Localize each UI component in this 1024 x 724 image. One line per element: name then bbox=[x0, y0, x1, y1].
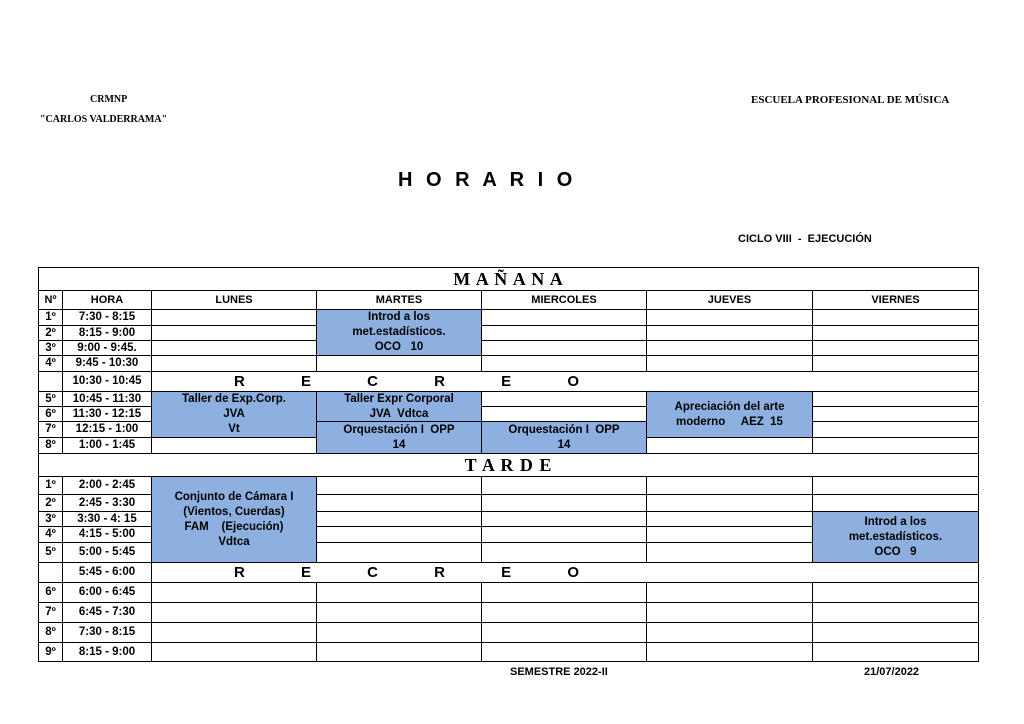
semester-label: SEMESTRE 2022-II bbox=[510, 666, 608, 678]
course-jueves-apreciacion-line: Apreciación del arte bbox=[674, 400, 785, 413]
empty-slot-miercoles bbox=[481, 542, 647, 563]
course-miercoles-orquestacion-line: 14 bbox=[557, 438, 571, 451]
period-number: 7º bbox=[38, 602, 63, 623]
empty-slot-jueves bbox=[646, 582, 813, 603]
course-jueves-apreciacion-line: moderno AEZ 15 bbox=[676, 415, 783, 428]
section-morning: M A Ñ A N A bbox=[38, 267, 979, 291]
empty-slot-miercoles bbox=[481, 511, 647, 527]
empty-slot-miercoles bbox=[481, 642, 647, 662]
period-time: 2:00 - 2:45 bbox=[62, 476, 152, 495]
empty-slot-jueves bbox=[646, 309, 813, 326]
course-viernes-intro bbox=[812, 511, 979, 563]
course-martes-intro-line: OCO 10 bbox=[374, 341, 424, 353]
period-number: 8º bbox=[38, 622, 63, 643]
period-number: 5º bbox=[38, 542, 63, 563]
empty-slot-jueves bbox=[646, 494, 813, 512]
empty-slot-jueves bbox=[646, 476, 813, 495]
empty-slot-lunes bbox=[151, 340, 317, 356]
period-number: 6º bbox=[38, 582, 63, 603]
empty-slot-martes bbox=[316, 602, 482, 623]
course-lunes-conjunto-line: Vdtca bbox=[218, 535, 250, 548]
empty-slot-viernes bbox=[812, 622, 979, 643]
course-martes-intro-line: Introd a los bbox=[368, 311, 430, 323]
period-time: 5:00 - 5:45 bbox=[62, 542, 152, 563]
course-martes-taller-line: Taller Expr Corporal bbox=[344, 392, 454, 405]
column-header: VIERNES bbox=[812, 290, 979, 310]
empty-slot-miercoles bbox=[481, 355, 647, 372]
course-lunes-conjunto-line: (Vientos, Cuerdas) bbox=[183, 505, 285, 518]
empty-slot-miercoles bbox=[481, 309, 647, 326]
cycle-label: CICLO VIII - EJECUCIÓN bbox=[738, 233, 872, 245]
empty-slot-miercoles bbox=[481, 391, 647, 407]
period-number: 4º bbox=[38, 526, 63, 543]
course-martes-intro-line: met.estadísticos. bbox=[352, 326, 446, 338]
period-number: 8º bbox=[38, 437, 63, 454]
recreo-band: R E C R E O bbox=[151, 562, 979, 583]
section-afternoon: T A R D E bbox=[38, 453, 979, 477]
empty-slot-martes bbox=[316, 582, 482, 603]
empty-slot-viernes bbox=[812, 309, 979, 326]
period-time: 7:30 - 8:15 bbox=[62, 622, 152, 643]
empty-slot-jueves bbox=[646, 622, 813, 643]
course-viernes-intro-line: Introd a los bbox=[864, 515, 927, 528]
course-lunes-conjunto-line: Conjunto de Cámara I bbox=[174, 490, 294, 503]
period-time: 2:45 - 3:30 bbox=[62, 494, 152, 512]
date-label: 21/07/2022 bbox=[864, 666, 920, 678]
period-time: 6:00 - 6:45 bbox=[62, 582, 152, 603]
period-number: 3º bbox=[38, 511, 63, 527]
school-name: ESCUELA PROFESIONAL DE MÚSICA bbox=[751, 94, 950, 106]
empty-slot-miercoles bbox=[481, 476, 647, 495]
empty-slot-jueves bbox=[646, 642, 813, 662]
empty-slot-viernes bbox=[812, 406, 979, 422]
empty-slot-martes bbox=[316, 511, 482, 527]
period-time: 10:45 - 11:30 bbox=[62, 391, 152, 407]
course-martes-orquestacion-line: 14 bbox=[392, 438, 406, 451]
empty-slot-viernes bbox=[812, 340, 979, 356]
empty-slot-viernes bbox=[812, 391, 979, 407]
period-number: 2º bbox=[38, 494, 63, 512]
empty-slot-viernes bbox=[812, 602, 979, 623]
course-martes-orquestacion-line: Orquestación I OPP bbox=[343, 423, 455, 436]
institution-name: "CARLOS VALDERRAMA" bbox=[40, 114, 168, 125]
course-lunes-conjunto-line: FAM (Ejecución) bbox=[184, 520, 284, 533]
empty-slot-lunes bbox=[151, 309, 317, 326]
column-header: Nº bbox=[38, 290, 63, 310]
course-lunes-taller-line: Vt bbox=[228, 423, 240, 435]
period-number: 9º bbox=[38, 642, 63, 662]
period-number: 3º bbox=[38, 340, 63, 356]
course-viernes-intro-line: OCO 9 bbox=[874, 545, 917, 558]
column-header: LUNES bbox=[151, 290, 317, 310]
empty-slot-lunes bbox=[151, 355, 317, 372]
empty-slot-viernes bbox=[812, 437, 979, 454]
period-time: 8:15 - 9:00 bbox=[62, 642, 152, 662]
period-time: 10:30 - 10:45 bbox=[62, 371, 152, 392]
period-number: 5º bbox=[38, 391, 63, 407]
course-lunes-taller-line: JVA bbox=[223, 408, 245, 420]
empty-slot-miercoles bbox=[481, 325, 647, 341]
empty-slot-lunes bbox=[151, 622, 317, 643]
empty-slot-jueves bbox=[646, 437, 813, 454]
empty-slot-miercoles bbox=[481, 582, 647, 603]
empty-slot-viernes bbox=[812, 421, 979, 438]
period-number: 6º bbox=[38, 406, 63, 422]
empty-slot-viernes bbox=[812, 582, 979, 603]
empty-slot-miercoles bbox=[481, 340, 647, 356]
column-header: MIERCOLES bbox=[481, 290, 647, 310]
empty-slot-martes bbox=[316, 642, 482, 662]
period-time: 12:15 - 1:00 bbox=[62, 421, 152, 438]
empty-slot-viernes bbox=[812, 494, 979, 512]
course-martes-intro bbox=[316, 309, 482, 356]
empty-slot-jueves bbox=[646, 325, 813, 341]
period-time: 11:30 - 12:15 bbox=[62, 406, 152, 422]
column-header: JUEVES bbox=[646, 290, 813, 310]
empty-slot-martes bbox=[316, 526, 482, 543]
course-martes-taller bbox=[316, 391, 482, 422]
course-lunes-taller-line: Taller de Exp.Corp. bbox=[182, 393, 286, 405]
column-header: HORA bbox=[62, 290, 152, 310]
period-time: 7:30 - 8:15 bbox=[62, 309, 152, 326]
empty-slot-martes bbox=[316, 355, 482, 372]
course-miercoles-orquestacion bbox=[481, 421, 647, 454]
period-time: 3:30 - 4: 15 bbox=[62, 511, 152, 527]
period-time: 6:45 - 7:30 bbox=[62, 602, 152, 623]
period-number: 4º bbox=[38, 355, 63, 372]
empty-slot-miercoles bbox=[481, 602, 647, 623]
empty-slot-viernes bbox=[812, 325, 979, 341]
course-viernes-intro-line: met.estadísticos. bbox=[848, 530, 943, 543]
empty-slot-martes bbox=[316, 542, 482, 563]
period-time: 5:45 - 6:00 bbox=[62, 562, 152, 583]
period-number: 7º bbox=[38, 421, 63, 438]
empty-slot-jueves bbox=[646, 526, 813, 543]
course-lunes-taller bbox=[151, 391, 317, 438]
page-title: H O R A R I O bbox=[398, 169, 577, 191]
empty-slot-lunes bbox=[151, 582, 317, 603]
empty-slot-martes bbox=[316, 622, 482, 643]
course-martes-orquestacion bbox=[316, 421, 482, 454]
course-miercoles-orquestacion-line: Orquestación I OPP bbox=[508, 423, 620, 436]
empty-slot-miercoles bbox=[481, 526, 647, 543]
empty-slot-jueves bbox=[646, 340, 813, 356]
empty-slot-miercoles bbox=[481, 406, 647, 422]
period-time: 1:00 - 1:45 bbox=[62, 437, 152, 454]
empty-slot-lunes bbox=[151, 642, 317, 662]
empty-slot-jueves bbox=[646, 602, 813, 623]
empty-slot-lunes bbox=[151, 325, 317, 341]
empty-slot-jueves bbox=[646, 355, 813, 372]
recreo-band: R E C R E O bbox=[151, 371, 979, 392]
institution-code: CRMNP bbox=[90, 94, 128, 105]
course-martes-taller-line: JVA Vdtca bbox=[369, 407, 429, 420]
course-lunes-conjunto bbox=[151, 476, 317, 563]
empty-slot-lunes bbox=[151, 602, 317, 623]
empty-slot-miercoles bbox=[481, 622, 647, 643]
period-number: 2º bbox=[38, 325, 63, 341]
period-time: 9:00 - 9:45. bbox=[62, 340, 152, 356]
empty-slot-jueves bbox=[646, 511, 813, 527]
empty-slot-martes bbox=[316, 476, 482, 495]
empty-slot-viernes bbox=[812, 355, 979, 372]
period-number bbox=[38, 371, 63, 392]
period-number: 1º bbox=[38, 309, 63, 326]
period-time: 4:15 - 5:00 bbox=[62, 526, 152, 543]
empty-slot-jueves bbox=[646, 542, 813, 563]
empty-slot-viernes bbox=[812, 642, 979, 662]
empty-slot-martes bbox=[316, 494, 482, 512]
period-time: 8:15 - 9:00 bbox=[62, 325, 152, 341]
column-header: MARTES bbox=[316, 290, 482, 310]
empty-slot-lunes bbox=[151, 437, 317, 454]
empty-slot-miercoles bbox=[481, 494, 647, 512]
period-number: 1º bbox=[38, 476, 63, 495]
period-number bbox=[38, 562, 63, 583]
period-time: 9:45 - 10:30 bbox=[62, 355, 152, 372]
schedule-table bbox=[38, 267, 978, 661]
course-jueves-apreciacion bbox=[646, 391, 813, 438]
empty-slot-viernes bbox=[812, 476, 979, 495]
